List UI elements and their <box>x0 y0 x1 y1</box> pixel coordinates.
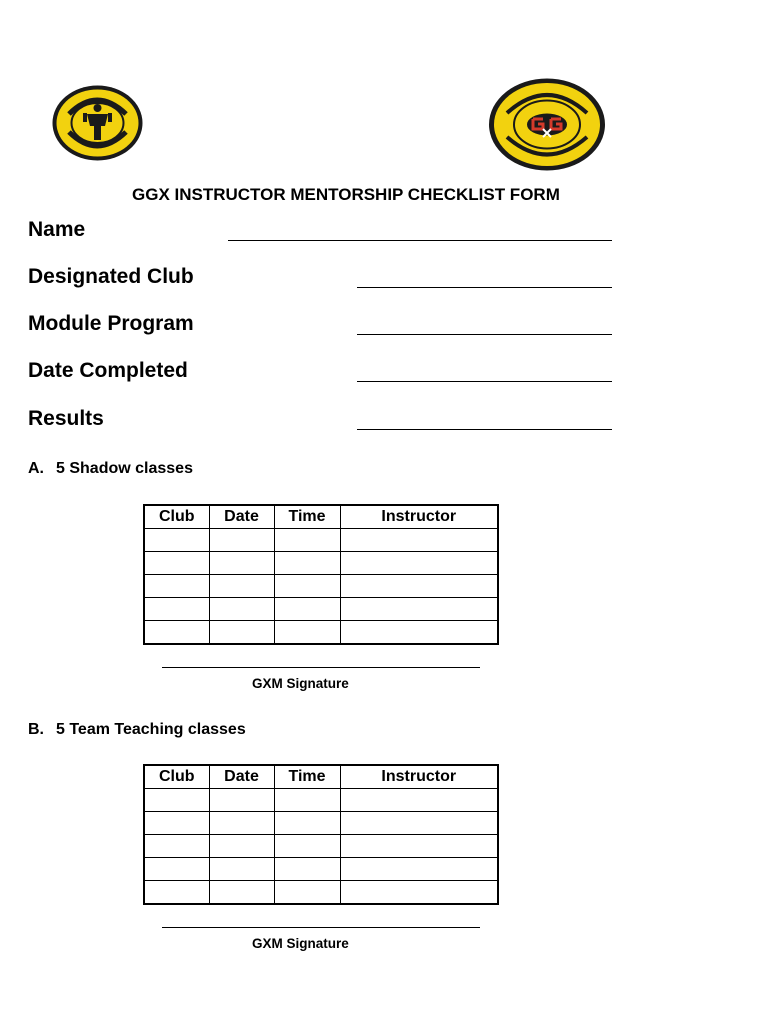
section-a-title: 5 Shadow classes <box>56 460 193 477</box>
golds-gym-logo <box>51 84 144 162</box>
table-row <box>144 552 498 575</box>
instructor-cell[interactable] <box>340 598 498 621</box>
time-cell[interactable] <box>274 529 340 552</box>
field-label-results: Results <box>28 407 104 430</box>
team-teaching-classes-table <box>143 764 499 905</box>
column-header-instructor: Instructor <box>340 765 498 789</box>
form-title-tail: CKLIST FORM <box>443 185 560 204</box>
date-cell[interactable] <box>209 835 274 858</box>
column-header-club: Club <box>144 505 209 529</box>
date-cell[interactable] <box>209 598 274 621</box>
date-cell[interactable] <box>209 621 274 645</box>
instructor-cell[interactable] <box>340 789 498 812</box>
section-a-letter: A. <box>28 460 44 477</box>
designated-club-field[interactable] <box>357 287 612 288</box>
gxm-signature-line-a[interactable] <box>162 667 480 668</box>
instructor-cell[interactable] <box>340 835 498 858</box>
table-row <box>144 575 498 598</box>
time-cell[interactable] <box>274 835 340 858</box>
form-title-main: GGX INSTRUCTOR MENTORSHIP CHE <box>132 185 444 204</box>
golds-group-exercise-logo <box>487 77 607 172</box>
date-cell[interactable] <box>209 881 274 905</box>
field-label-module-program: Module Program <box>28 312 194 335</box>
time-cell[interactable] <box>274 621 340 645</box>
gxm-signature-label-a: GXM Signature <box>252 676 349 691</box>
section-b-letter: B. <box>28 721 44 738</box>
date-completed-field[interactable] <box>357 381 612 382</box>
table-row <box>144 529 498 552</box>
section-b-heading <box>28 721 246 739</box>
column-header-date: Date <box>209 765 274 789</box>
club-cell[interactable] <box>144 812 209 835</box>
club-cell[interactable] <box>144 621 209 645</box>
table-header-row <box>144 505 498 529</box>
name-field[interactable] <box>228 240 612 241</box>
club-cell[interactable] <box>144 881 209 905</box>
shadow-classes-table <box>143 504 499 645</box>
instructor-cell[interactable] <box>340 621 498 645</box>
table-header-row <box>144 765 498 789</box>
column-header-instructor: Instructor <box>340 505 498 529</box>
club-cell[interactable] <box>144 575 209 598</box>
time-cell[interactable] <box>274 812 340 835</box>
table-row <box>144 789 498 812</box>
gxm-signature-label-b: GXM Signature <box>252 936 349 951</box>
date-cell[interactable] <box>209 789 274 812</box>
results-field[interactable] <box>357 429 612 430</box>
form-title <box>132 185 560 205</box>
field-label-date-completed: Date Completed <box>28 359 188 382</box>
time-cell[interactable] <box>274 881 340 905</box>
time-cell[interactable] <box>274 552 340 575</box>
date-cell[interactable] <box>209 858 274 881</box>
club-cell[interactable] <box>144 529 209 552</box>
time-cell[interactable] <box>274 789 340 812</box>
table-row <box>144 835 498 858</box>
date-cell[interactable] <box>209 529 274 552</box>
instructor-cell[interactable] <box>340 881 498 905</box>
column-header-time: Time <box>274 505 340 529</box>
instructor-cell[interactable] <box>340 858 498 881</box>
field-label-designated-club: Designated Club <box>28 265 194 288</box>
time-cell[interactable] <box>274 575 340 598</box>
time-cell[interactable] <box>274 598 340 621</box>
date-cell[interactable] <box>209 575 274 598</box>
table-row <box>144 812 498 835</box>
table-row <box>144 621 498 645</box>
column-header-club: Club <box>144 765 209 789</box>
instructor-cell[interactable] <box>340 812 498 835</box>
section-b-title: 5 Team Teaching classes <box>56 721 246 738</box>
table-row <box>144 858 498 881</box>
instructor-cell[interactable] <box>340 529 498 552</box>
module-program-field[interactable] <box>357 334 612 335</box>
section-a-heading <box>28 460 193 478</box>
instructor-cell[interactable] <box>340 575 498 598</box>
column-header-time: Time <box>274 765 340 789</box>
club-cell[interactable] <box>144 789 209 812</box>
club-cell[interactable] <box>144 858 209 881</box>
table-row <box>144 881 498 905</box>
instructor-cell[interactable] <box>340 552 498 575</box>
gxm-signature-line-b[interactable] <box>162 927 480 928</box>
club-cell[interactable] <box>144 835 209 858</box>
date-cell[interactable] <box>209 812 274 835</box>
club-cell[interactable] <box>144 552 209 575</box>
club-cell[interactable] <box>144 598 209 621</box>
field-label-name: Name <box>28 218 86 241</box>
column-header-date: Date <box>209 505 274 529</box>
date-cell[interactable] <box>209 552 274 575</box>
table-row <box>144 598 498 621</box>
time-cell[interactable] <box>274 858 340 881</box>
